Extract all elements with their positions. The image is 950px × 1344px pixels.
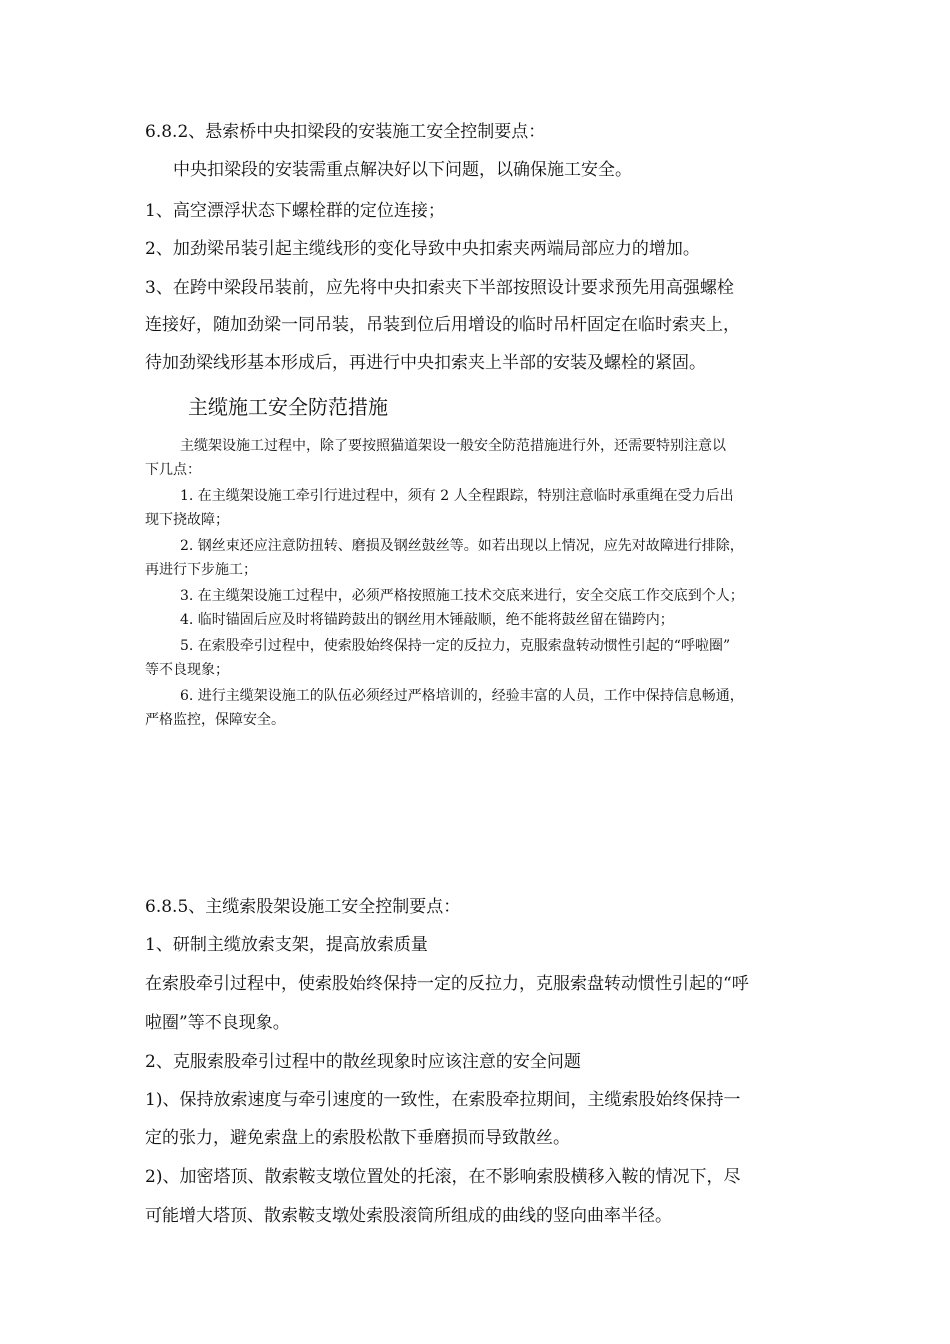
cable-point-5-line-1: 5. 在索股牵引过程中，使索股始终保持一定的反拉力，克服索盘转动惯性引起的“呼啦圈” [180,638,731,654]
cable-point-2-line-2: 再进行下步施工； [145,562,257,578]
cable-point-4: 4. 临时锚固后应及时将锚跨鼓出的钢丝用木锤敲顺，绝不能将鼓丝留在锚跨内； [180,612,674,628]
section-685-sub-1-line-2: 定的张力，避免索盘上的索股松散下垂磨损而导致散丝。 [145,1128,570,1148]
cable-point-6-line-2: 严格监控，保障安全。 [145,712,285,728]
cable-point-3: 3. 在主缆架设施工过程中，必须严格按照施工技术交底来进行，安全交底工作交底到个人； [180,588,744,604]
cable-intro-line-2: 下几点： [145,462,201,478]
cable-intro-line-1: 主缆架设施工过程中，除了要按照猫道架设一般安全防范措施进行外，还需要特别注意以 [180,438,726,454]
cable-point-1-line-1: 1. 在主缆架设施工牵引行进过程中，须有 2 人全程跟踪，特别注意临时承重绳在受力后出 [180,488,734,504]
cable-point-5-line-2: 等不良现象； [145,662,229,678]
section-682-item-3-line-3: 待加劲梁线形基本形成后，再进行中央扣索夹上半部的安装及螺栓的紧固。 [145,353,706,373]
section-685-heading: 6.8.5、主缆索股架设施工安全控制要点： [145,897,461,917]
section-682-heading: 6.8.2、悬索桥中央扣梁段的安装施工安全控制要点： [145,122,546,142]
section-682-item-3-line-1: 3、在跨中梁段吊装前，应先将中央扣索夹下半部按照设计要求预先用高强螺栓 [145,278,734,298]
section-685-item-1: 1、研制主缆放索支架，提高放索质量 [145,935,428,955]
cable-point-2-line-1: 2. 钢丝束还应注意防扭转、磨损及钢丝鼓丝等。如若出现以上情况，应先对故障进行排除， [180,538,744,554]
section-685-sub-1-line-1: 1)、保持放索速度与牵引速度的一致性，在索股牵拉期间，主缆索股始终保持一 [145,1090,741,1110]
cable-point-1-line-2: 现下挠故障； [145,512,229,528]
section-682-intro: 中央扣梁段的安装需重点解决好以下问题，以确保施工安全。 [173,160,632,180]
section-685-item-1-line-2: 啦圈”等不良现象。 [145,1013,290,1033]
section-685-item-2: 2、克服索股牵引过程中的散丝现象时应该注意的安全问题 [145,1052,581,1072]
section-685-item-1-line-1: 在索股牵引过程中，使索股始终保持一定的反拉力，克服索盘转动惯性引起的“呼 [145,974,749,994]
cable-point-6-line-1: 6. 进行主缆架设施工的队伍必须经过严格培训的，经验丰富的人员，工作中保持信息畅通， [180,688,744,704]
cable-section-heading: 主缆施工安全防范措施 [188,395,388,419]
section-682-item-1: 1、高空漂浮状态下螺栓群的定位连接； [145,201,445,221]
section-685-sub-2-line-2: 可能增大塔顶、散索鞍支墩处索股滚筒所组成的曲线的竖向曲率半径。 [145,1206,672,1226]
section-685-sub-2-line-1: 2)、加密塔顶、散索鞍支墩位置处的托滚，在不影响索股横移入鞍的情况下，尽 [145,1167,741,1187]
section-682-item-3-line-2: 连接好，随加劲梁一同吊装，吊装到位后用增设的临时吊杆固定在临时索夹上， [145,315,740,335]
section-682-item-2: 2、加劲梁吊装引起主缆线形的变化导致中央扣索夹两端局部应力的增加。 [145,239,700,259]
